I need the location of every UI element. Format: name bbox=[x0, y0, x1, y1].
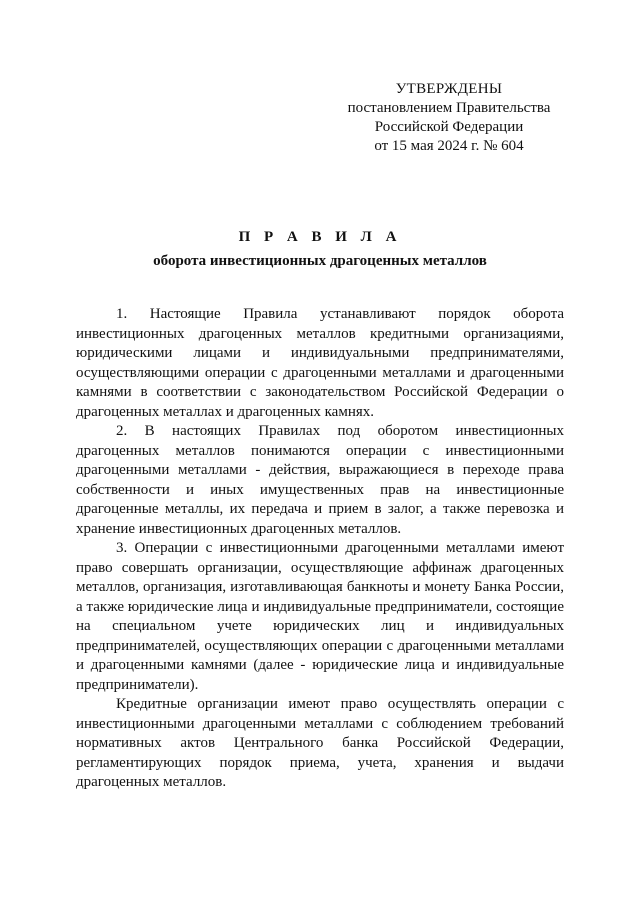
paragraph: 3. Операции с инвестиционными драгоценными металлами имеют право совершать организации, осуществляющие аффинаж драгоценных металлов, организация, изготавливающая банкноты и монету Банка России, а также юридические лица и индивидуальные предприниматели, состоящие на специальном учете юридических лиц и индивидуальных предпринимателей, осуществляющих операции с драгоценными металлами и драгоценными камнями (далее - юридические лица и индивидуальные предприниматели). bbox=[76, 540, 564, 693]
document-body bbox=[76, 305, 564, 793]
document-title: П Р А В И Л А bbox=[238, 229, 402, 245]
document-subtitle: оборота инвестиционных драгоценных металлов bbox=[153, 253, 487, 269]
paragraph: Кредитные организации имеют право осуществлять операции с инвестиционными драгоценными металлами с соблюдением требований нормативных актов Центрального банка Российской Федерации, регламентирующих порядок приема, учета, хранения и выдачи драгоценных металлов. bbox=[76, 696, 564, 790]
approval-block bbox=[340, 80, 558, 156]
approval-line: постановлением Правительства bbox=[347, 100, 551, 116]
approval-line: Российской Федерации bbox=[374, 119, 524, 135]
paragraph: 2. В настоящих Правилах под оборотом инвестиционных драгоценных металлов понимаются операции с инвестиционными драгоценными металлами - действия, выражающиеся в переходе права собственности и иных имущественных прав на инвестиционные драгоценные металлы, их передача и прием в залог, а также перевозка и хранение инвестиционных драгоценных металлов. bbox=[76, 423, 564, 537]
approval-line: от 15 мая 2024 г. № 604 bbox=[374, 138, 524, 154]
paragraph: 1. Настоящие Правила устанавливают порядок оборота инвестиционных драгоценных металлов кредитными организациями, юридическими лицами и индивидуальными предпринимателями, осуществляющими операции с драгоценными металлами и драгоценными камнями в соответствии с законодательством Российской Федерации о драгоценных металлах и драгоценных камнях. bbox=[76, 306, 564, 420]
approval-title: УТВЕРЖДЕНЫ bbox=[395, 81, 503, 97]
